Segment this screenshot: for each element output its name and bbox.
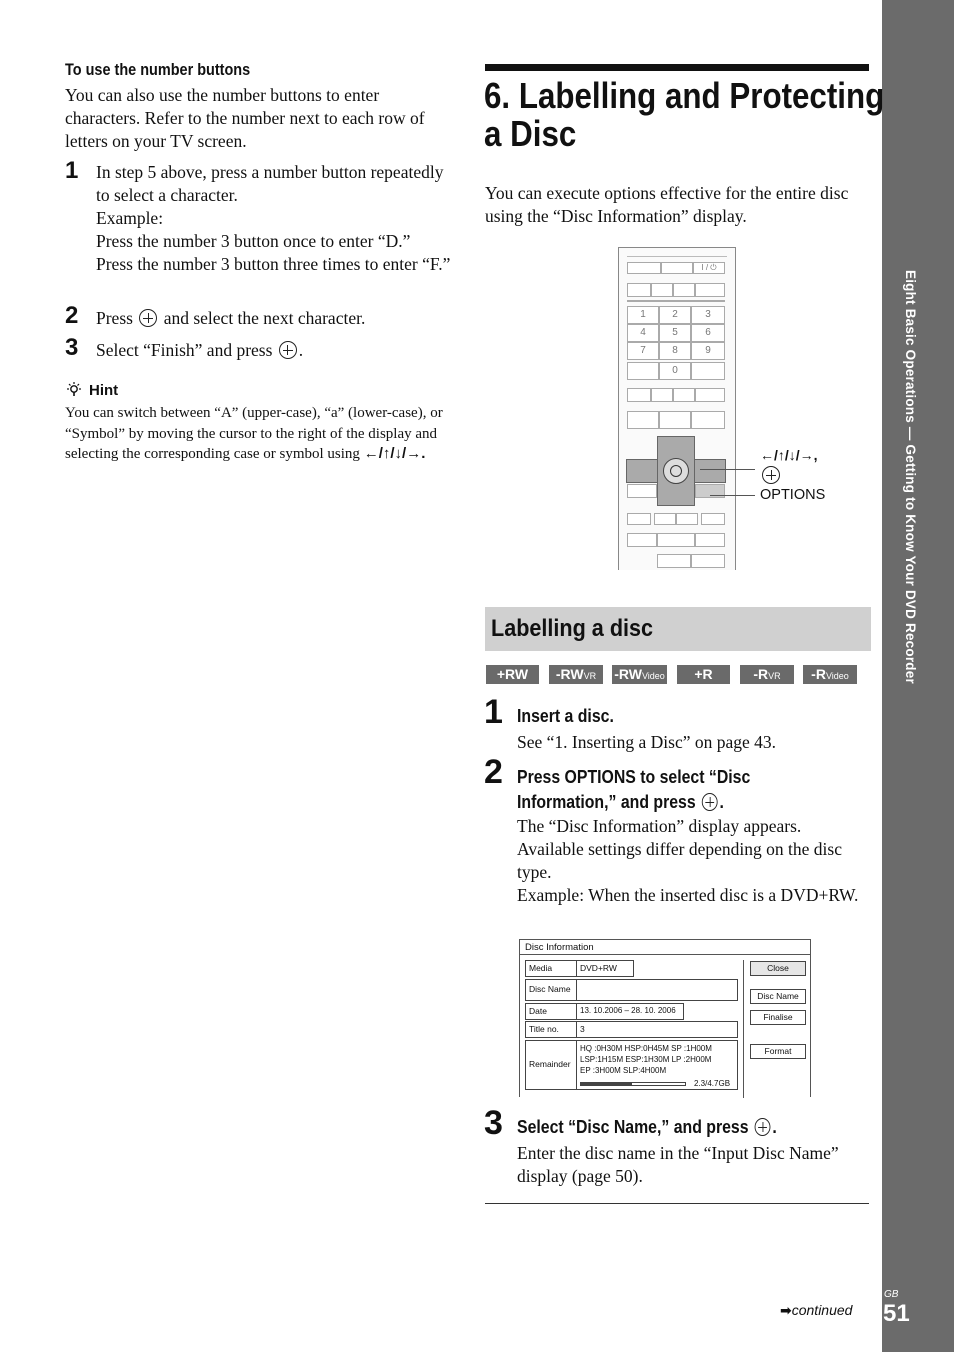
remainder-line: LSP:1H15M ESP:1H30M LP :2H00M — [580, 1055, 712, 1064]
left-step3-text — [96, 339, 451, 362]
remote-button — [695, 533, 725, 547]
number-key: 4 — [627, 324, 659, 342]
badge-main: -R — [811, 666, 826, 682]
right-step3-title: Select “Disc Name,” and press . — [517, 1117, 777, 1137]
remote-button — [691, 554, 725, 568]
remote-button — [695, 283, 725, 297]
title-no-value: 3 — [576, 1021, 738, 1038]
left-step3-before: Select “Finish” and press — [96, 340, 273, 360]
badge-main: -RW — [614, 666, 642, 682]
right-step2-body — [517, 815, 867, 907]
section-intro: You can execute options effective for the entire disc using the “Disc Information” display. — [485, 183, 849, 226]
close-button[interactable]: Close — [750, 961, 806, 976]
right-step3-body: Enter the disc name in the “Input Disc Name” display (page 50). — [517, 1143, 839, 1186]
disc-info-divider — [520, 954, 810, 955]
badge-sub: VR — [583, 671, 597, 681]
remainder-line: HQ :0H30M HSP:0H45M SP :1H00M — [580, 1044, 712, 1053]
end-rule — [485, 1203, 869, 1204]
continued-note — [780, 1302, 852, 1319]
disc-info-title: Disc Information — [525, 942, 594, 953]
remote-button — [691, 362, 725, 380]
badge-main: -R — [753, 666, 769, 682]
callout-line — [700, 469, 755, 470]
remote-button — [627, 262, 661, 274]
disc-information-screen — [519, 939, 811, 1097]
hint-body: You can switch between “A” (upper-case), “a” (lower-case), or “Symbol” by moving the cursor to the right of the display and selecting the corresponding case or symbol using — [65, 405, 443, 462]
arrow-right-icon: ➡ — [780, 1302, 792, 1318]
page-title — [484, 77, 884, 153]
left-step2-number: 2 — [65, 302, 79, 329]
right-step2-line: Available settings differ depending on the disc type. — [517, 839, 842, 882]
remote-button — [627, 283, 651, 297]
hint-heading — [65, 381, 118, 399]
remote-button — [701, 513, 725, 525]
section-title: Labelling a disc — [491, 615, 654, 642]
title-line2: a Disc — [484, 113, 577, 154]
right-step2-line: Example: When the inserted disc is a DVD+RW. — [517, 885, 859, 905]
number-key: 6 — [691, 324, 725, 342]
number-key: 8 — [659, 342, 691, 360]
title-no-label: Title no. — [525, 1021, 577, 1038]
right-step1-title: Insert a disc. — [517, 706, 614, 726]
badge-sub: Video — [641, 671, 665, 681]
remote-button — [657, 554, 691, 568]
badge-main: +RW — [496, 666, 529, 682]
badge-sub: VR — [768, 671, 781, 681]
left-step1-line: Press the number 3 button once to enter “D.” — [96, 231, 411, 251]
region-code: GB — [884, 1289, 899, 1300]
badge-main: -RW — [555, 666, 584, 682]
hint-text — [65, 403, 450, 465]
left-step1-line: Example: — [96, 208, 164, 228]
title-rule — [485, 64, 869, 71]
date-value: 13. 10.2006 – 28. 10. 2006 — [576, 1003, 684, 1020]
hint-label: Hint — [89, 381, 119, 399]
remote-button — [661, 262, 693, 274]
callout-options: OPTIONS — [760, 487, 826, 503]
number-key: 5 — [659, 324, 691, 342]
right-step2-title-line: Information,” and press — [517, 792, 696, 812]
right-step1-number: 1 — [484, 693, 503, 731]
left-step1-number: 1 — [65, 157, 79, 184]
disc-badge-plus-r — [677, 665, 730, 684]
enter-icon — [762, 466, 780, 484]
side-tab — [882, 0, 954, 1352]
enter-icon — [139, 309, 157, 327]
disc-name-value — [576, 979, 738, 1001]
callout-arrows: ←/↑/↓/→, — [760, 447, 818, 463]
number-key: 1 — [627, 306, 659, 324]
left-step3-number: 3 — [65, 334, 79, 361]
enter-icon — [670, 465, 682, 477]
right-step2-title-line: Press OPTIONS to select “Disc — [517, 767, 751, 787]
remote-divider — [627, 300, 725, 302]
callout-enter — [760, 466, 782, 486]
remote-button — [627, 388, 651, 402]
format-button[interactable]: Format — [750, 1044, 806, 1059]
right-step3-number: 3 — [484, 1104, 503, 1142]
callout-line — [710, 495, 755, 496]
remote-button — [695, 388, 725, 402]
disc-badge-minus-rw-vr — [549, 665, 603, 684]
left-step2-text — [96, 307, 451, 330]
disc-name-button[interactable]: Disc Name — [750, 989, 806, 1004]
side-tab-text: Eight Basic Operations — Getting to Know Your DVD Recorder — [903, 270, 918, 684]
number-key: 3 — [691, 306, 725, 324]
disc-name-label: Disc Name — [525, 979, 577, 1001]
number-key: 2 — [659, 306, 691, 324]
remote-button — [676, 513, 698, 525]
remote-button — [691, 411, 725, 429]
capacity-text: 2.3/4.7GB — [694, 1079, 731, 1088]
media-label: Media — [525, 960, 577, 977]
power-button: I / ⏻ — [693, 262, 725, 274]
right-step1-body: See “1. Inserting a Disc” on page 43. — [517, 732, 777, 752]
remote-button — [657, 533, 695, 547]
number-buttons-heading: To use the number buttons — [65, 60, 251, 79]
right-step3-title-text: Select “Disc Name,” and press — [517, 1117, 749, 1137]
right-step2-line: The “Disc Information” display appears. — [517, 816, 802, 836]
number-key: 7 — [627, 342, 659, 360]
disc-badge-plus-rw — [486, 665, 539, 684]
left-step1-text — [96, 161, 451, 276]
continued-text: continued — [791, 1302, 853, 1318]
capacity-bar — [580, 1082, 686, 1086]
left-step1-line: In step 5 above, press a number button repeatedly to select a character. — [96, 162, 444, 205]
enter-icon — [702, 793, 718, 811]
disc-badge-minus-r-video — [803, 665, 857, 684]
remote-button — [627, 411, 659, 429]
enter-icon — [755, 1118, 771, 1136]
disc-badge-minus-r-vr — [740, 665, 794, 684]
remainder-label: Remainder — [525, 1040, 577, 1090]
badge-main: +R — [694, 666, 713, 682]
enter-icon — [279, 341, 297, 359]
page-number: 51 — [883, 1300, 910, 1327]
disc-info-vdivider — [743, 960, 744, 1098]
right-step2-title: Press OPTIONS to select “Disc Information,” and press . — [517, 767, 751, 812]
finalise-button[interactable]: Finalise — [750, 1010, 806, 1025]
left-step3-after: . — [298, 340, 304, 360]
number-key: 0 — [659, 362, 691, 380]
remainder-line: EP :3H00M SLP:4H00M — [580, 1066, 667, 1075]
remote-button — [659, 411, 691, 429]
remote-control-illustration — [618, 247, 736, 570]
capacity-bar-fill — [581, 1083, 632, 1085]
left-step2-before: Press — [96, 308, 133, 328]
number-key: 9 — [691, 342, 725, 360]
remote-button — [651, 283, 673, 297]
date-label: Date — [525, 1003, 577, 1020]
disc-badge-minus-rw-video — [612, 665, 667, 684]
remote-button — [627, 533, 657, 547]
remote-button — [627, 484, 657, 498]
left-step2-after: and select the next character. — [163, 308, 366, 328]
remote-slot — [627, 256, 727, 257]
left-step1-line: Press the number 3 button three times to enter “F.” — [96, 254, 451, 274]
remote-button — [673, 283, 695, 297]
media-value: DVD+RW — [576, 960, 634, 977]
remote-button — [651, 388, 673, 402]
remote-button — [654, 513, 676, 525]
lightbulb-icon — [65, 381, 83, 399]
hint-arrows: ←/↑/↓/→. — [363, 445, 426, 462]
right-step2-number: 2 — [484, 753, 503, 791]
number-buttons-intro: You can also use the number buttons to enter characters. Refer to the number next to each row of letters on your TV screen. — [65, 85, 425, 151]
title-line1: 6. Labelling and Protecting — [484, 75, 885, 116]
remote-button — [673, 388, 695, 402]
remote-button — [627, 362, 659, 380]
remote-button — [627, 513, 651, 525]
badge-sub: Video — [825, 671, 849, 681]
